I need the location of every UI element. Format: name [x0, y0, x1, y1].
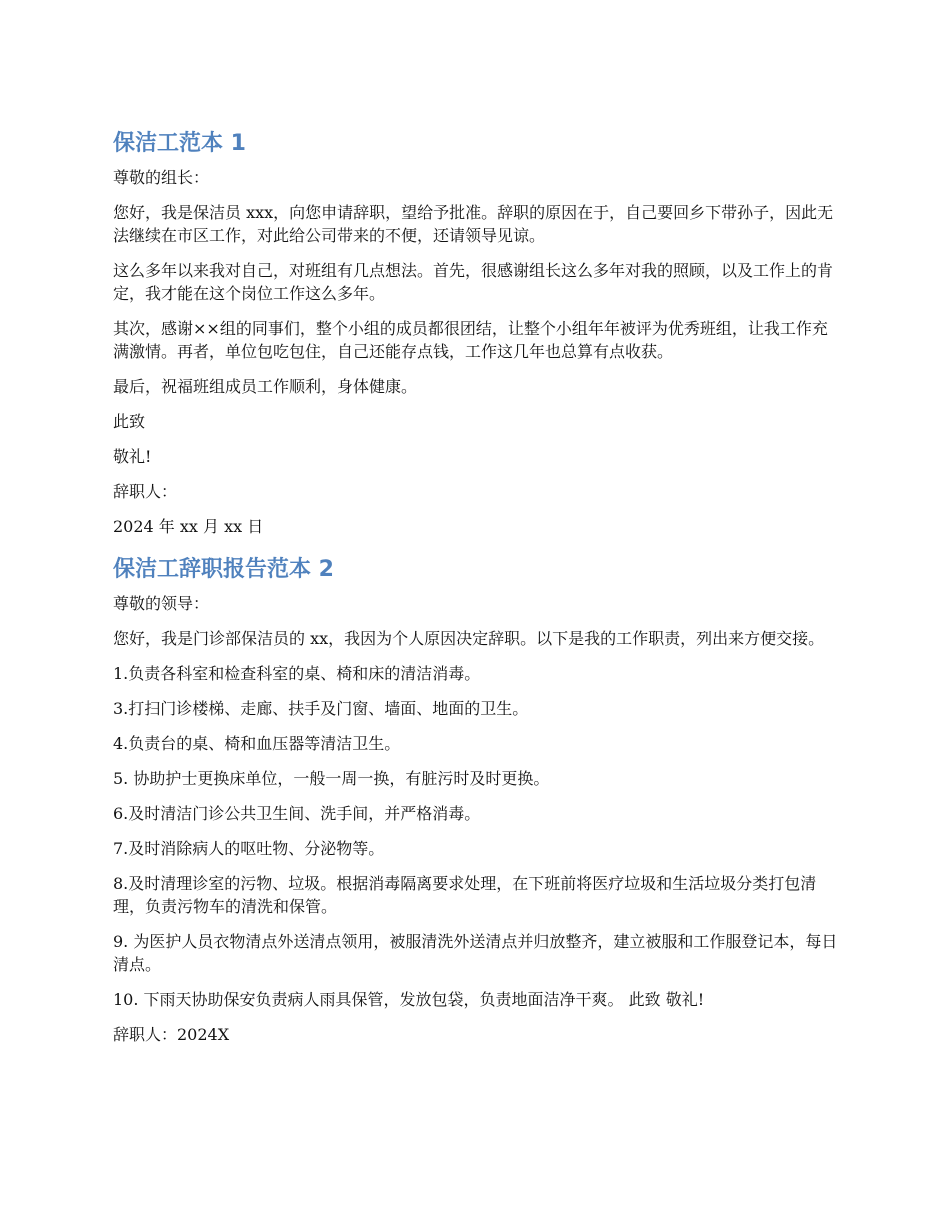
- list-item: 8.及时清理诊室的污物、垃圾。根据消毒隔离要求处理，在下班前将医疗垃圾和生活垃圾分类打包清理，负责污物车的清洗和保管。: [113, 874, 817, 916]
- signature-line: 辞职人：: [113, 482, 178, 501]
- list-item: 6.及时清洁门诊公共卫生间、洗手间，并严格消毒。: [113, 804, 481, 823]
- section-2-title: 保洁工辞职报告范本 2: [113, 557, 334, 582]
- paragraph: 其次，感谢××组的同事们，整个小组的成员都很团结，让整个小组年年被评为优秀班组，让我工作充满激情。再者，单位包吃包住，自己还能存点钱，工作这几年也总算有点收获。: [113, 319, 828, 361]
- list-item: 5. 协助护士更换床单位，一般一周一换，有脏污时及时更换。: [113, 769, 550, 788]
- list-item: 4.负责台的桌、椅和血压器等清洁卫生。: [113, 734, 401, 753]
- closing-line: 此致: [113, 412, 146, 431]
- list-item: 7.及时消除病人的呕吐物、分泌物等。: [113, 839, 385, 858]
- list-item: 3.打扫门诊楼梯、走廊、扶手及门窗、墙面、地面的卫生。: [113, 699, 529, 718]
- list-item: 10. 下雨天协助保安负责病人雨具保管，发放包袋，负责地面洁净干爽。 此致 敬礼!: [113, 990, 705, 1009]
- salutation: 尊敬的领导：: [113, 594, 210, 613]
- paragraph: 这么多年以来我对自己，对班组有几点想法。首先，很感谢组长这么多年对我的照顾，以及工作上的肯定，我才能在这个岗位工作这么多年。: [113, 261, 834, 303]
- signature-line: 辞职人：2024X: [113, 1025, 230, 1044]
- paragraph: 您好，我是门诊部保洁员的 xx，我因为个人原因决定辞职。以下是我的工作职责，列出来方便交接。: [113, 629, 825, 648]
- salutation: 尊敬的组长：: [113, 168, 210, 187]
- list-item: 9. 为医护人员衣物清点外送清点领用，被服清洗外送清点并归放整齐，建立被服和工作服登记本，每日清点。: [113, 932, 838, 974]
- date-line: 2024 年 xx 月 xx 日: [113, 517, 264, 536]
- document-page: [113, 124, 841, 1058]
- list-item: 1.负责各科室和检查科室的桌、椅和床的清洁消毒。: [113, 664, 481, 683]
- section-1-title: 保洁工范本 1: [113, 131, 246, 156]
- closing-line: 敬礼!: [113, 447, 152, 466]
- paragraph: 最后，祝福班组成员工作顺利，身体健康。: [113, 377, 418, 396]
- paragraph: 您好，我是保洁员 xxx，向您申请辞职，望给予批准。辞职的原因在于，自己要回乡下带孙子，因此无法继续在市区工作，对此给公司带来的不便，还请领导见谅。: [113, 203, 834, 245]
